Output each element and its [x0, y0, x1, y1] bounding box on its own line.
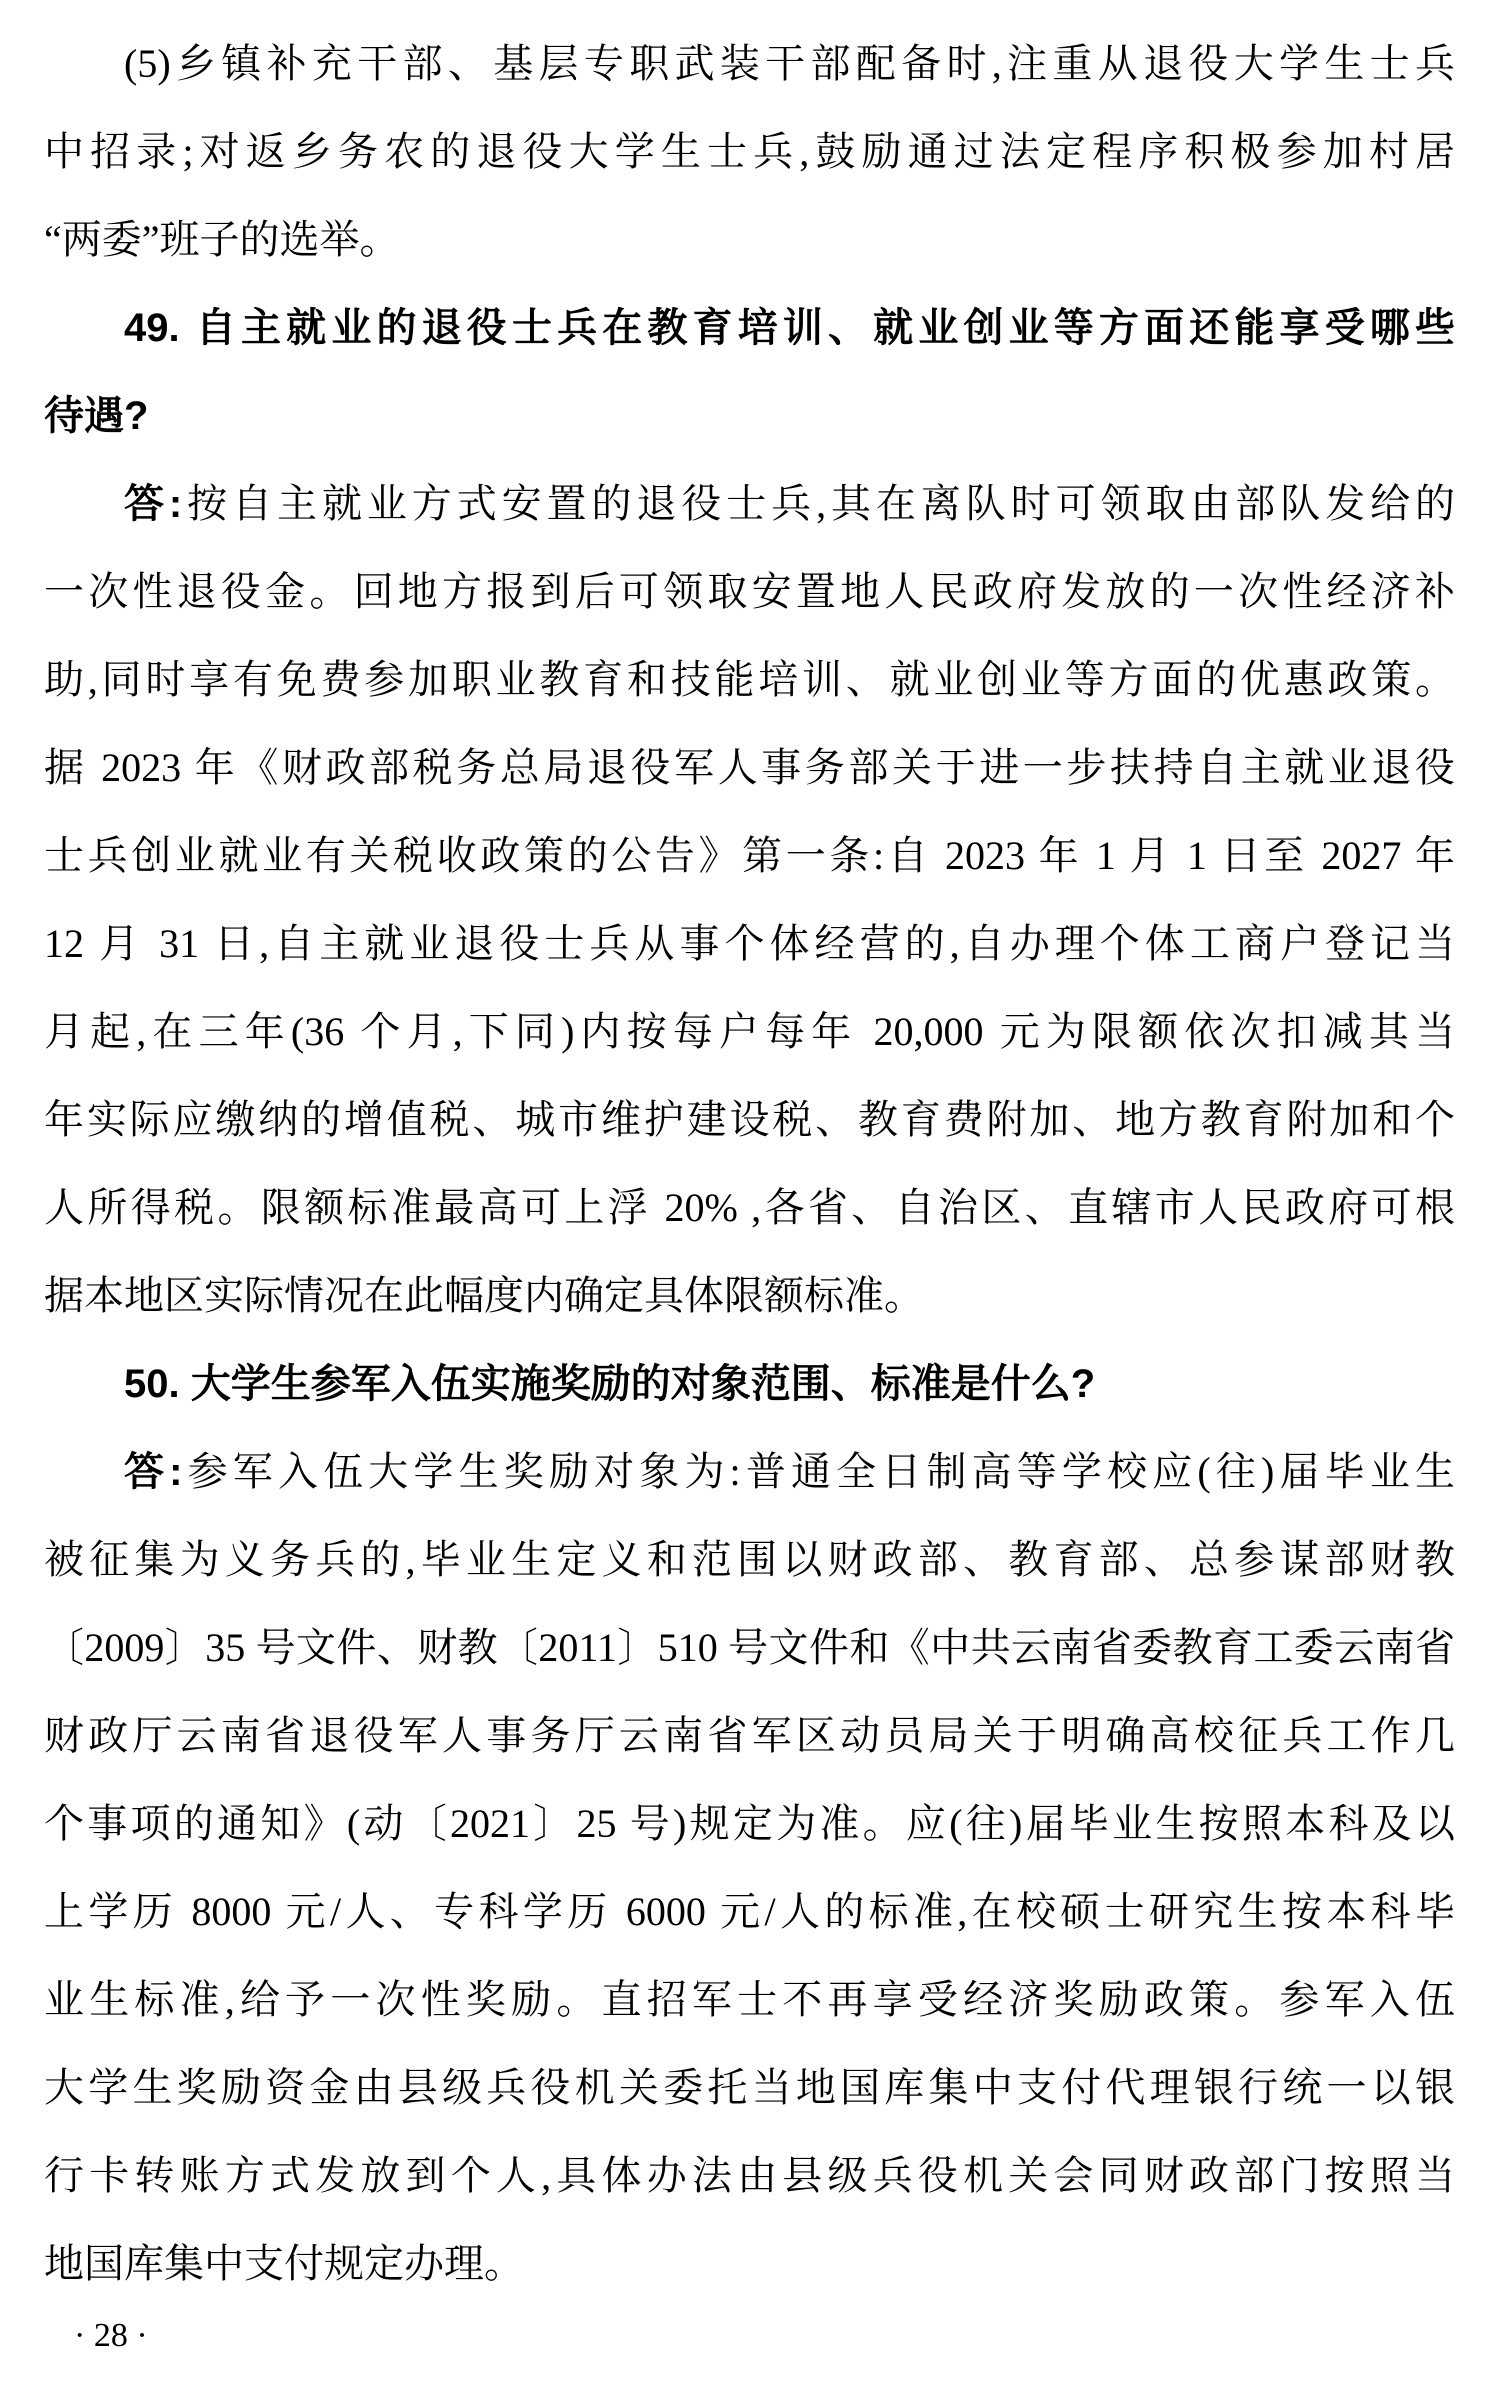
paragraph-item5-line-1: [44, 20, 1455, 108]
answer-49-line-8-text: 年实际应缴纳的增值税、城市维护建设税、教育费附加、地方教育附加和个: [44, 1097, 1455, 1142]
answer-50-line-10-text: 地国库集中支付规定办理。: [44, 2241, 524, 2286]
answer-49-line-9: [44, 1164, 1455, 1252]
answer-49-line-6: [44, 900, 1455, 988]
answer-49-line-2-text: 一次性退役金。回地方报到后可领取安置地人民政府发放的一次性经济补: [44, 569, 1455, 614]
answer-49-line-3-text: 助,同时享有免费参加职业教育和技能培训、就业创业等方面的优惠政策。: [44, 657, 1455, 702]
answer-50-line-2: [44, 1516, 1455, 1604]
question-50-heading-line: [44, 1340, 1455, 1428]
answer-50-line-10: [44, 2220, 1455, 2308]
paragraph-item5-line-2: [44, 108, 1455, 196]
paragraph-item5-line-1-text: (5)乡镇补充干部、基层专职武装干部配备时,注重从退役大学生士兵: [124, 41, 1455, 86]
answer-49-line-5: [44, 812, 1455, 900]
answer-50-line-3: [44, 1604, 1455, 1692]
answer-50-line-9: [44, 2132, 1455, 2220]
answer-49-line-6-text: 12 月 31 日,自主就业退役士兵从事个体经营的,自办理个体工商户登记当: [44, 921, 1455, 966]
answer-49-line-4-text: 据 2023 年《财政部税务总局退役军人事务部关于进一步扶持自主就业退役: [44, 745, 1455, 790]
answer-49-line-4: [44, 724, 1455, 812]
paragraph-item5-line-3-text: “两委”班子的选举。: [44, 217, 400, 262]
answer-49-line-2: [44, 548, 1455, 636]
answer-49-line-1-text: 按自主就业方式安置的退役士兵,其在离队时可领取由部队发给的: [182, 481, 1455, 526]
answer-50-line-1-bold-text: 答:: [124, 1450, 183, 1494]
answer-49-line-3: [44, 636, 1455, 724]
answer-50-line-1-text: 参军入伍大学生奖励对象为:普通全日制高等学校应(往)届毕业生: [182, 1449, 1455, 1494]
answer-50-line-7-text: 业生标准,给予一次性奖励。直招军士不再享受经济奖励政策。参军入伍: [44, 1977, 1455, 2022]
text-block: [44, 20, 1455, 2308]
answer-49-line-8: [44, 1076, 1455, 1164]
answer-50-line-4: [44, 1692, 1455, 1780]
answer-50-line-6: [44, 1868, 1455, 1956]
answer-50-line-9-text: 行卡转账方式发放到个人,具体办法由县级兵役机关会同财政部门按照当: [44, 2153, 1455, 2198]
paragraph-item5-line-3: [44, 196, 1455, 284]
answer-50-line-3-text: 〔2009〕35 号文件、财教〔2011〕510 号文件和《中共云南省委教育工委云南省: [44, 1625, 1455, 1670]
answer-50-line-6-text: 上学历 8000 元/人、专科学历 6000 元/人的标准,在校硕士研究生按本科毕: [44, 1889, 1455, 1934]
answer-50-line-4-text: 财政厅云南省退役军人事务厅云南省军区动员局关于明确高校征兵工作几: [44, 1713, 1455, 1758]
answer-49-line-7-text: 月起,在三年(36 个月,下同)内按每户每年 20,000 元为限额依次扣减其当: [44, 1009, 1455, 1054]
answer-49-line-9-text: 人所得税。限额标准最高可上浮 20% ,各省、自治区、直辖市人民政府可根: [44, 1185, 1455, 1230]
question-50-heading-line-bold-text: 50. 大学生参军入伍实施奖励的对象范围、标准是什么?: [124, 1362, 1096, 1406]
answer-49-line-10: [44, 1252, 1455, 1340]
answer-49-line-1-bold-text: 答:: [124, 482, 183, 526]
answer-49-line-7: [44, 988, 1455, 1076]
page-number: · 28 ·: [74, 2317, 148, 2354]
answer-50-line-2-text: 被征集为义务兵的,毕业生定义和范围以财政部、教育部、总参谋部财教: [44, 1537, 1455, 1582]
answer-50-line-5-text: 个事项的通知》(动〔2021〕25 号)规定为准。应(往)届毕业生按照本科及以: [44, 1801, 1455, 1846]
answer-49-line-10-text: 据本地区实际情况在此幅度内确定具体限额标准。: [44, 1273, 924, 1318]
answer-49-line-5-text: 士兵创业就业有关税收政策的公告》第一条:自 2023 年 1 月 1 日至 2027 年: [44, 833, 1455, 878]
answer-50-line-5: [44, 1780, 1455, 1868]
answer-50-line-8: [44, 2044, 1455, 2132]
answer-49-line-1: [44, 460, 1455, 548]
paragraph-item5-line-2-text: 中招录;对返乡务农的退役大学生士兵,鼓励通过法定程序积极参加村居: [44, 129, 1455, 174]
answer-50-line-1: [44, 1428, 1455, 1516]
question-49-heading-line-2-bold-text: 待遇?: [44, 394, 149, 438]
answer-50-line-7: [44, 1956, 1455, 2044]
question-49-heading-line-1: [44, 284, 1455, 372]
answer-50-line-8-text: 大学生奖励资金由县级兵役机关委托当地国库集中支付代理银行统一以银: [44, 2065, 1455, 2110]
question-49-heading-line-1-bold-text: 49. 自主就业的退役士兵在教育培训、就业创业等方面还能享受哪些: [124, 306, 1455, 350]
question-49-heading-line-2: [44, 372, 1455, 460]
